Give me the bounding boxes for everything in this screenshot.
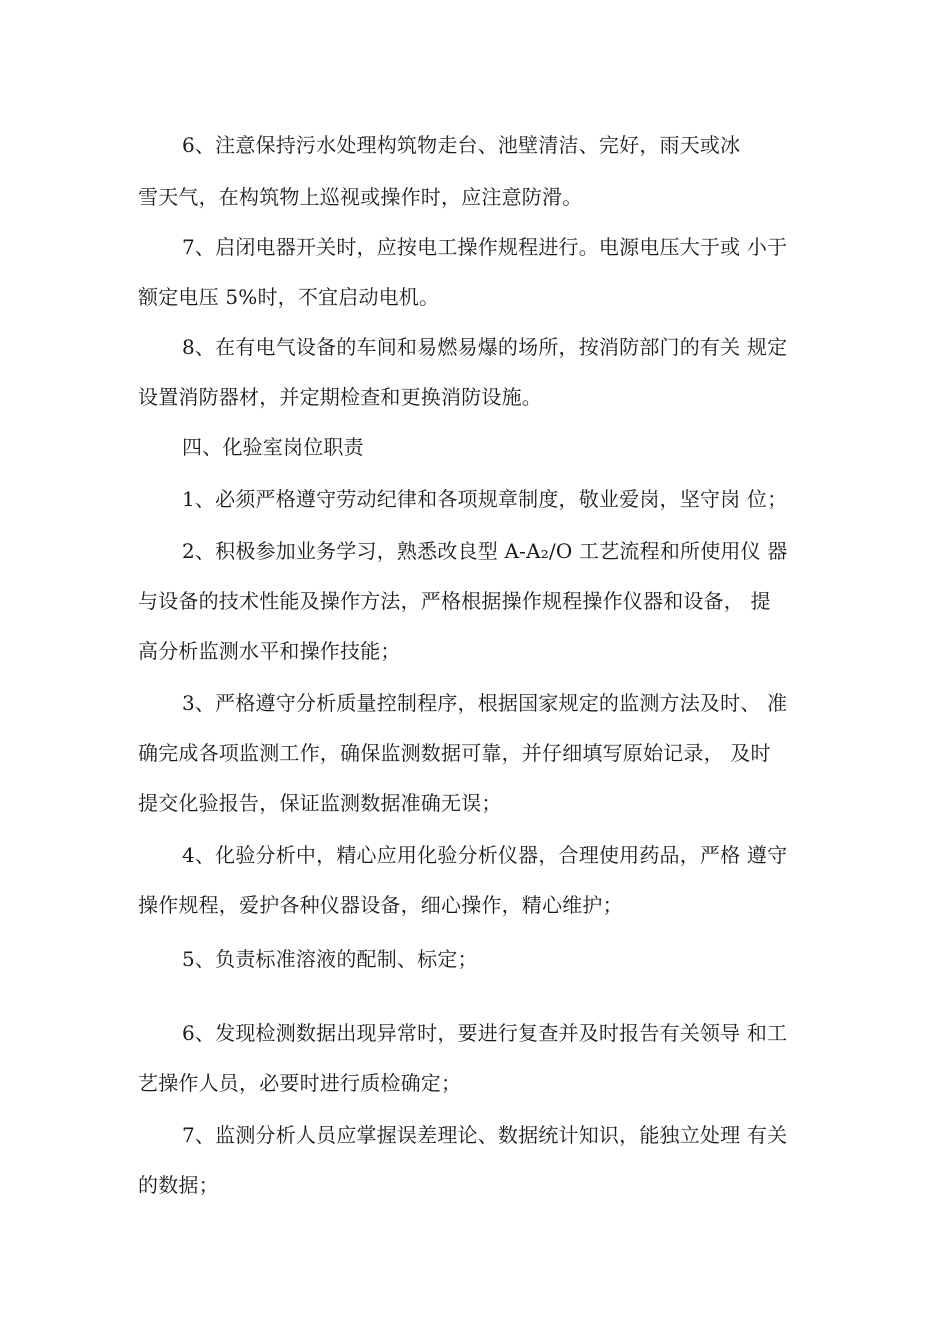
text-line: 的数据； bbox=[138, 1173, 219, 1197]
text-line: 设置消防器材，并定期检查和更换消防设施。 bbox=[138, 385, 542, 409]
text-line: 1、必须严格遵守劳动纪律和各项规章制度，敬业爱岗，坚守岗 位； bbox=[182, 487, 788, 511]
section-heading: 四、化验室岗位职责 bbox=[182, 435, 364, 459]
text-line: 与设备的技术性能及操作方法，严格根据操作规程操作仪器和设备， 提 bbox=[138, 589, 771, 613]
text-line: 雪天气，在构筑物上巡视或操作时，应注意防滑。 bbox=[138, 185, 583, 209]
text-line: 操作规程，爱护各种仪器设备，细心操作，精心维护； bbox=[138, 893, 623, 917]
text-line: 确完成各项监测工作，确保监测数据可靠，并仔细填写原始记录， 及时 bbox=[138, 741, 771, 765]
text-line: 7、监测分析人员应掌握误差理论、数据统计知识，能独立处理 有关 bbox=[182, 1123, 788, 1147]
text-line: 高分析监测水平和操作技能； bbox=[138, 639, 401, 663]
text-line: 2、积极参加业务学习，熟悉改良型 A-A₂/O 工艺流程和所使用仪 器 bbox=[182, 539, 788, 563]
text-line: 3、严格遵守分析质量控制程序，根据国家规定的监测方法及时、 准 bbox=[182, 691, 788, 715]
text-line: 6、注意保持污水处理构筑物走台、池壁清洁、完好，雨天或冰 bbox=[182, 133, 741, 157]
text-line: 4、化验分析中，精心应用化验分析仪器，合理使用药品，严格 遵守 bbox=[182, 843, 788, 867]
text-line: 6、发现检测数据出现异常时，要进行复查并及时报告有关领导 和工 bbox=[182, 1021, 788, 1045]
text-line: 额定电压 5%时，不宜启动电机。 bbox=[138, 285, 440, 309]
text-line: 7、启闭电器开关时，应按电工操作规程进行。电源电压大于或 小于 bbox=[182, 235, 788, 259]
text-line: 提交化验报告，保证监测数据准确无误； bbox=[138, 791, 502, 815]
text-line: 5、负责标准溶液的配制、标定； bbox=[182, 947, 478, 971]
text-line: 8、在有电气设备的车间和易燃易爆的场所，按消防部门的有关 规定 bbox=[182, 335, 788, 359]
text-line: 艺操作人员，必要时进行质检确定； bbox=[138, 1071, 462, 1095]
